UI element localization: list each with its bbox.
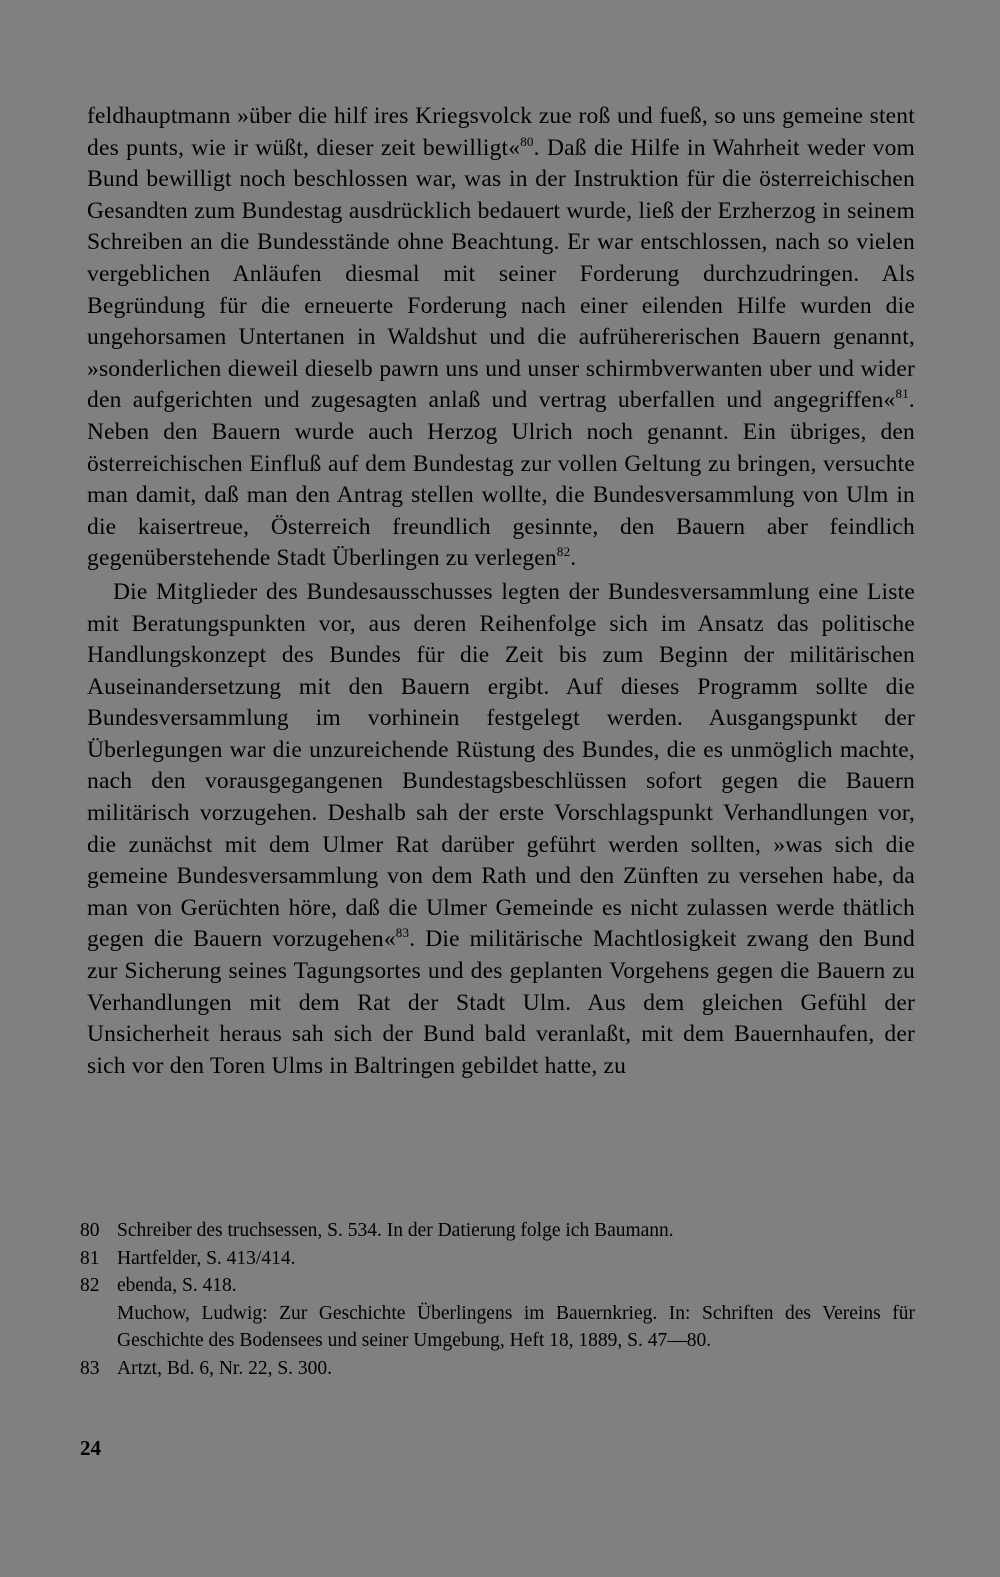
footnote-text: ebenda, S. 418. [117, 1275, 237, 1296]
footnote-81 [80, 1245, 915, 1273]
footnote-number: 81 [80, 1247, 100, 1269]
footnote-number: 82 [80, 1275, 100, 1296]
footnote-82 [80, 1272, 915, 1300]
footnote-text: Artzt, Bd. 6, Nr. 22, S. 300. [117, 1357, 333, 1379]
text-segment: . Neben den Bauern wurde auch Herzog Ulrich noch genannt. Ein übriges, den österreichischen Einfluß auf dem Bundestag zur vollen Geltung zu bringen, versuchte man damit, daß man den Antrag stellen wollte, die Bundesversammlung von Ulm in die kaisertreue, Österreich freundlich gesinnte, den Bauern aber feindlich gegenüberstehende Stadt Überlingen zu verlegen [87, 387, 915, 572]
text-segment: . Die militärische Machtlosigkeit zwang den Bund zur Sicherung seines Tagungsortes und des geplanten Vorgehens gegen die Bauern zu Verhandlungen mit dem Rat der Stadt Ulm. Aus dem gleichen Gefühl der Unsicherheit heraus sah sich der Bund bald veranlaßt, mit dem Bauernhaufen, der sich vor den Toren Ulms in Baltringen gebildet hatte, zu [87, 926, 915, 1079]
page-number: 24 [80, 1436, 101, 1460]
footnote-83 [80, 1355, 915, 1383]
main-text [87, 101, 915, 1082]
paragraph-1 [87, 101, 915, 575]
footnote-ref-83[interactable]: 83 [395, 925, 410, 941]
footnotes [80, 1217, 915, 1382]
text-segment: Die Mitglieder des Bundesausschusses legten der Bundesversammlung eine Liste mit Beratungspunkten vor, aus deren Reihenfolge sich im Ansatz das politische Handlungskonzept des Bundes für die Zeit bis zum Beginn der militärischen Auseinandersetzung mit den Bauern ergibt. Auf dieses Programm sollte die Bundesversammlung im vorhinein festgelegt werden. Ausgangspunkt der Überlegungen war die unzureichende Rüstung des Bundes, die es unmöglich machte, nach den vorausgegangenen Bundestagsbeschlüssen sofort gegen die Bauern militärisch vorzugehen. Deshalb sah der erste Vorschlagspunkt Verhandlungen vor, die zunächst mit dem Ulmer Rat darüber geführt werden sollten, »was sich die gemeine Bundesversammlung von dem Rath und den Zünften zu versehen habe, da man von Gerüchten höre, daß die Ulmer Gemeinde es nicht zulassen werde thätlich gegen die Bauern vorzugehen« [87, 578, 915, 953]
footnote-number: 80 [80, 1220, 100, 1241]
text-segment: . [570, 545, 577, 572]
footnote-ref-81[interactable]: 81 [895, 386, 909, 402]
text-segment: feldhauptmann »über die hilf ires Kriegsvolck zue roß und fueß, so uns gemeine stent des punts, wie ir wüßt, dieser zeit bewilligt« [87, 103, 915, 161]
footnote-text: Hartfelder, S. 413/414. [117, 1247, 296, 1269]
footnote-text: Schreiber des truchsessen, S. 534. In der Datierung folge ich Baumann. [117, 1220, 674, 1241]
footnote-80 [80, 1217, 915, 1245]
footnote-ref-82[interactable]: 82 [556, 544, 571, 560]
footnote-82-continuation: Muchow, Ludwig: Zur Geschichte Überlingens im Bauernkrieg. In: Schriften des Vereins für Geschichte des Bodensees und seiner Umgebung, Heft 18, 1889, S. 47—80. [117, 1302, 915, 1351]
paragraph-2 [87, 577, 915, 1083]
text-segment: . Daß die Hilfe in Wahrheit weder vom Bund bewilligt noch beschlossen war, was in der Instruktion für die österreichischen Gesandten zum Bundestag ausdrücklich bedauert wurde, ließ der Erzherzog in seinem Schreiben an die Bundesstände ohne Beachtung. Er war entschlossen, nach so vielen vergeblichen Anläufen diesmal mit seiner Forderung durchzudringen. Als Begründung für die erneuerte Forderung nach einer eilenden Hilfe wurden die ungehorsamen Untertanen in Waldshut und die aufrühererischen Bauern genannt, »sonderlichen dieweil dieselb pawrn uns und unser schirmbverwanten uber und wider den aufgerichten und zugesagten anlaß und vertrag uberfallen und angegriffen« [87, 134, 915, 414]
footnote-ref-80[interactable]: 80 [520, 133, 534, 149]
footnote-number: 83 [80, 1357, 100, 1379]
